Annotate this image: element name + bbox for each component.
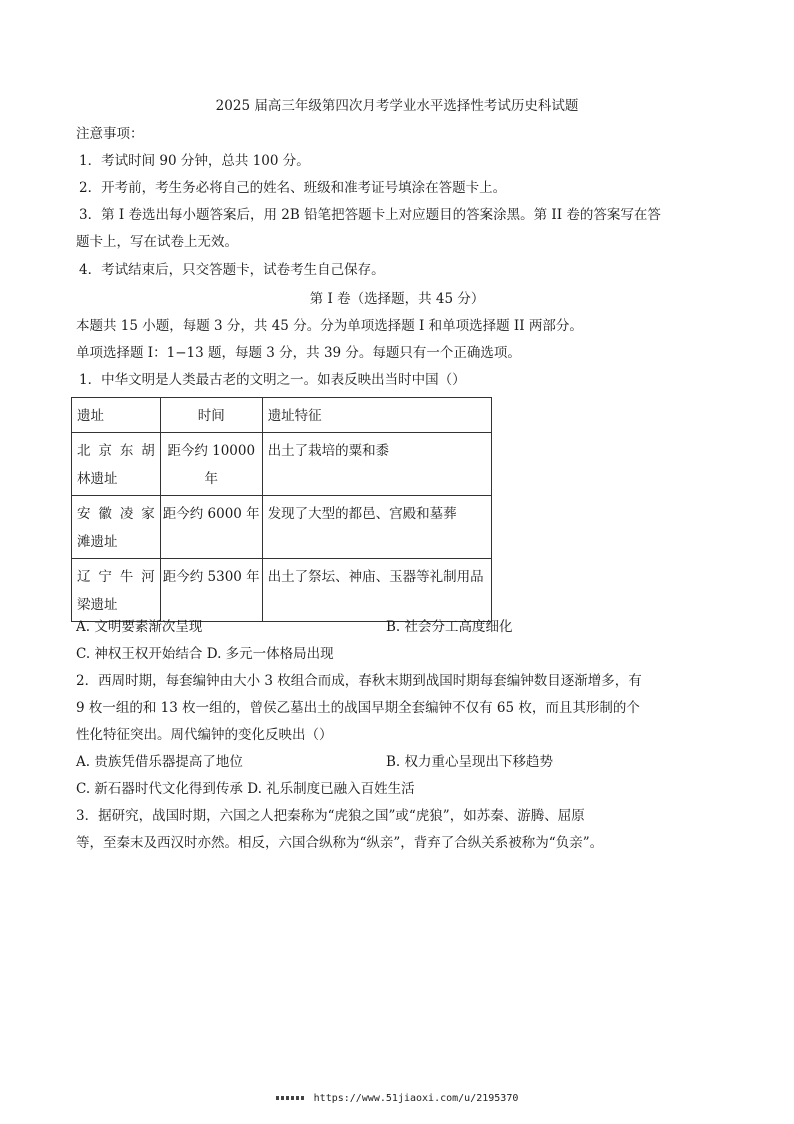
notice-heading: 注意事项：: [76, 126, 144, 142]
table-header-cell: 遗址特征: [262, 398, 491, 433]
question-3-stem-line: 3．据研究，战国时期，六国之人把秦称为“虎狼之国”或“虎狼”，如苏秦、游腾、屈原: [76, 808, 585, 824]
table-header-cell: 时间: [160, 398, 262, 433]
question-1-options-c-d: C. 神权王权开始结合 D. 多元一体格局出现: [76, 646, 334, 662]
question-2-option-b: B. 权力重心呈现出下移趋势: [386, 754, 554, 770]
watermark-logo-icon: [276, 1096, 304, 1100]
question-2-stem-line: 2．西周时期，每套编钟由大小 3 枚组合而成，春秋末期到战国时期每套编钟数目逐渐增多，有: [76, 673, 642, 689]
time-line: 距今约 6000 年: [162, 506, 260, 522]
time-cell: [160, 496, 262, 559]
time-cell: [160, 433, 262, 496]
time-line: 年: [204, 471, 218, 487]
question-1-option-a: A. 文明要素渐次呈现: [76, 619, 203, 635]
feature-cell: 出土了栽培的粟和黍: [262, 433, 491, 496]
site-cell: [72, 433, 161, 496]
notice-item: 1．考试时间 90 分钟，总共 100 分。: [79, 153, 310, 169]
section-subintro: 单项选择题 I：1−13 题，每题 3 分，共 39 分。每题只有一个正确选项。: [76, 345, 521, 361]
notice-item: 3．第 I 卷选出每小题答案后，用 2B 铅笔把答题卡上对应题目的答案涂黑。第 II 卷的答案写在答: [79, 207, 661, 223]
notice-item-continued: 题卡上，写在试卷上无效。: [76, 234, 238, 250]
time-line: 距今约 5300 年: [162, 569, 260, 585]
feature-cell: 发现了大型的都邑、宫殿和墓葬: [262, 496, 491, 559]
site-cell: [72, 496, 161, 559]
table-header-cell: 遗址: [72, 398, 161, 433]
table-row: [72, 559, 492, 622]
question-3-stem-line: 等，至秦末及西汉时亦然。相反，六国合纵称为“纵亲”，背弃了合纵关系被称为“负亲”。: [76, 835, 604, 851]
time-cell: [160, 559, 262, 622]
section-title: 第 I 卷（选择题，共 45 分）: [309, 291, 485, 307]
table-row: [72, 496, 492, 559]
notice-item: 4．考试结束后，只交答题卡，试卷考生自己保存。: [79, 262, 385, 278]
site-name-line: 林遗址: [77, 471, 118, 487]
question-1-stem: 1．中华文明是人类最古老的文明之一。如表反映出当时中国（）: [79, 372, 466, 388]
time-line: 距今约 10000: [167, 443, 256, 459]
question-2-options-c-d: C. 新石器时代文化得到传承 D. 礼乐制度已融入百姓生活: [76, 781, 415, 797]
site-name-line: 辽宁牛河: [77, 569, 155, 585]
site-name-line: 北京东胡: [77, 443, 155, 459]
section-intro: 本题共 15 小题，每题 3 分，共 45 分。分为单项选择题 I 和单项选择题 II 两部分。: [76, 318, 583, 334]
question-2-stem-line: 9 枚一组的和 13 枚一组的，曾侯乙墓出土的战国早期全套编钟不仅有 65 枚，而且其形制的个: [76, 700, 640, 716]
site-name-line: 滩遗址: [77, 534, 118, 550]
exam-title: 2025 届高三年级第四次月考学业水平选择性考试历史科试题: [215, 98, 579, 114]
table-row: [72, 433, 492, 496]
sites-table: [71, 397, 492, 622]
notice-item: 2．开考前，考生务必将自己的姓名、班级和准考证号填涂在答题卡上。: [79, 180, 507, 196]
table-header-row: [72, 398, 492, 433]
footer-url-link[interactable]: https://www.51jiaoxi.com/u/2195370: [313, 1093, 519, 1104]
question-2-stem-line: 性化特征突出。周代编钟的变化反映出（）: [76, 727, 333, 743]
feature-cell: 出土了祭坛、神庙、玉器等礼制用品: [262, 559, 491, 622]
footer-watermark: [0, 1093, 794, 1104]
site-name-line: 安徽凌家: [77, 506, 155, 522]
question-1-option-b: B. 社会分工高度细化: [386, 619, 513, 635]
site-cell: [72, 559, 161, 622]
question-2-option-a: A. 贵族凭借乐器提高了地位: [76, 754, 243, 770]
site-name-line: 梁遗址: [77, 597, 118, 613]
